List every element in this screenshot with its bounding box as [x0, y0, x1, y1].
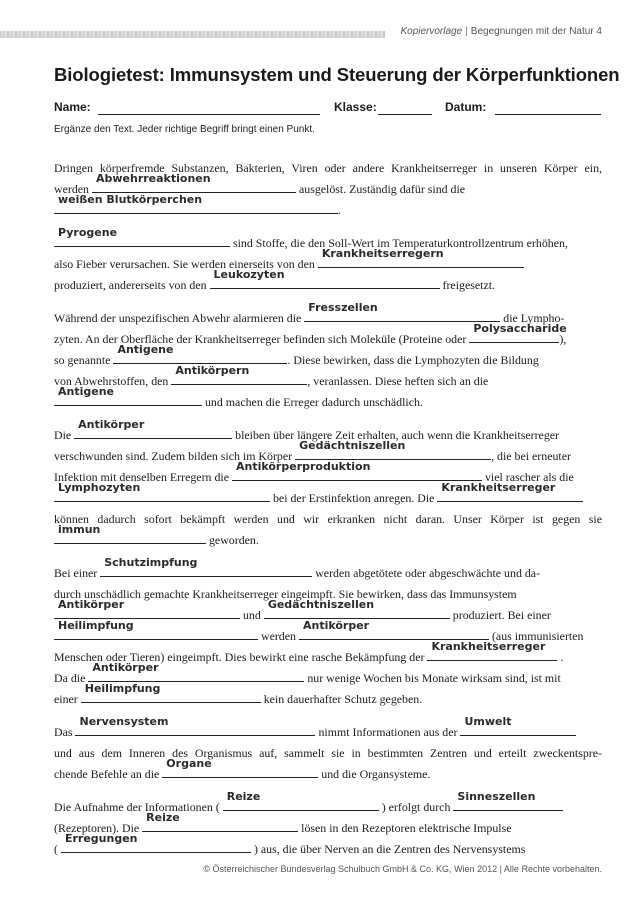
- answer-text: Fresszellen: [308, 301, 378, 314]
- answer-text: Krankheitserregern: [321, 247, 444, 260]
- text-segment: Dringen körperfremde Substanzen, Bakterien, Viren oder andere Krankheitserreger in unseren Körper ein,: [54, 161, 602, 175]
- text-segment: zyten. An der Oberfläche der Krankheitserreger befinden sich Moleküle (Proteine oder: [54, 332, 467, 346]
- text-line: [54, 268, 602, 296]
- text-segment: geworden.: [208, 533, 259, 547]
- text-segment: (aus immunisierten: [491, 629, 584, 643]
- answer-text: immun: [58, 523, 101, 536]
- text-segment: Die: [54, 428, 72, 442]
- answer-text: Schutzimpfung: [104, 556, 198, 569]
- text-segment: so genannte: [54, 353, 111, 367]
- text-segment: Menschen oder Tieren) eingeimpft. Dies bewirkt eine rasche Bekämpfung der: [54, 650, 425, 664]
- answer-text: Sinneszellen: [457, 790, 536, 803]
- text-segment: viel rascher als die: [484, 470, 574, 484]
- answer-blank[interactable]: [318, 247, 524, 268]
- text-line: [54, 790, 602, 818]
- answer-blank[interactable]: [437, 481, 583, 502]
- text-line: [54, 757, 602, 785]
- answer-blank[interactable]: [427, 640, 557, 661]
- answer-blank[interactable]: [54, 193, 338, 214]
- text-segment: (: [54, 842, 58, 856]
- page-header: [400, 26, 602, 37]
- text-segment: ) erfolgt durch: [381, 800, 451, 814]
- answer-text: Antigene: [117, 343, 174, 356]
- page-title: Biologietest: Immunsystem und Steuerung der Körperfunktionen: [54, 64, 620, 85]
- text-line: [54, 385, 602, 413]
- answer-text: Antikörperproduktion: [235, 460, 371, 473]
- header-kopiervorlage: Kopiervorlage: [400, 26, 463, 37]
- text-segment: Bei einer: [54, 566, 98, 580]
- answer-blank[interactable]: [171, 364, 307, 385]
- text-line: [54, 556, 602, 584]
- text-segment: ausgelöst. Zuständig dafür sind die: [298, 182, 466, 196]
- answer-text: Heilimpfung: [84, 682, 161, 695]
- datum-label: Datum:: [445, 100, 487, 114]
- answer-text: Pyrogene: [58, 226, 118, 239]
- answer-text: Antikörper: [58, 598, 125, 611]
- text-segment: verschwunden sind. Zudem bilden sich im Körper: [54, 449, 293, 463]
- text-line: [54, 364, 602, 392]
- answer-blank[interactable]: [54, 523, 206, 544]
- answer-text: Gedächtniszellen: [299, 439, 406, 452]
- text-segment: nur wenige Wochen bis Monate wirksam sind, ist mit: [307, 671, 561, 685]
- answer-text: Krankheitserreger: [441, 481, 556, 494]
- answer-blank[interactable]: [295, 439, 491, 460]
- text-line: [54, 509, 602, 530]
- text-line: [54, 343, 602, 371]
- answer-text: Antigene: [58, 385, 114, 398]
- text-segment: können dadurch sofort bekämpft werden und wir erkranken nicht daran. Unser Körper ist gegen sie: [54, 512, 602, 526]
- text-segment: einer: [54, 692, 78, 706]
- text-segment: lösen in den Rezeptoren elektrische Impulse: [301, 821, 512, 835]
- text-segment: produziert. Bei einer: [452, 608, 551, 622]
- answer-blank[interactable]: [54, 598, 240, 619]
- answer-text: Organe: [166, 757, 212, 770]
- answer-blank[interactable]: [210, 268, 440, 289]
- klasse-field-line[interactable]: [378, 114, 432, 115]
- answer-blank[interactable]: [61, 832, 251, 853]
- text-segment: und: [242, 608, 261, 622]
- answer-text: Umwelt: [464, 715, 512, 728]
- answer-text: Nervensystem: [79, 715, 169, 728]
- cloze-text: [54, 158, 602, 860]
- text-line: [54, 247, 602, 275]
- answer-text: Antikörper: [92, 661, 159, 674]
- answer-blank[interactable]: [113, 343, 287, 364]
- text-segment: werden: [54, 182, 89, 196]
- answer-blank[interactable]: [232, 460, 482, 481]
- text-segment: durch unschädlich gemachte Krankheitserreger eingeimpft. Sie bewirken, dass das Immunsystem: [54, 587, 517, 601]
- text-segment: produziert, andererseits von den: [54, 278, 207, 292]
- text-line: [54, 743, 602, 764]
- answer-blank[interactable]: [142, 811, 298, 832]
- text-segment: Die Aufnahme der Informationen (: [54, 800, 220, 814]
- answer-text: weißen Blutkörperchen: [58, 193, 203, 206]
- answer-text: Reize: [146, 811, 180, 824]
- answer-text: Polysaccharide: [473, 322, 567, 335]
- answer-text: Gedächtniszellen: [267, 598, 375, 611]
- answer-text: Heilimpfung: [58, 619, 134, 632]
- text-segment: sind Stoffe, die den Soll-Wert im Temperaturkontrollzentrum erhöhen,: [232, 236, 568, 250]
- text-line: [54, 682, 602, 710]
- answer-text: Antikörper: [302, 619, 370, 632]
- answer-text: Abwehrreaktionen: [95, 172, 211, 185]
- answer-blank[interactable]: [304, 301, 500, 322]
- answer-blank[interactable]: [460, 715, 576, 736]
- answer-text: Antikörper: [78, 418, 145, 431]
- answer-blank[interactable]: [453, 790, 563, 811]
- text-line: [54, 193, 602, 221]
- answer-text: Lymphozyten: [58, 481, 141, 494]
- text-line: [54, 715, 602, 743]
- text-segment: und aus dem Inneren des Organismus auf, sammelt sie in bestimmten Zentren und erteilt zweckentspre-: [54, 746, 602, 760]
- text-segment: .: [560, 650, 564, 664]
- text-segment: werden abgetötete oder abgeschwächte und da-: [315, 566, 541, 580]
- answer-blank[interactable]: [100, 556, 312, 577]
- text-segment: Das: [54, 725, 73, 739]
- answer-blank[interactable]: [469, 322, 567, 343]
- answer-blank[interactable]: [81, 682, 261, 703]
- text-segment: ),: [559, 332, 567, 346]
- text-segment: und die Organsysteme.: [321, 767, 431, 781]
- answer-blank[interactable]: [54, 619, 258, 640]
- text-segment: .: [338, 203, 341, 217]
- text-segment: die Lympho-: [503, 311, 565, 325]
- header-separator: |: [465, 26, 468, 37]
- answer-blank[interactable]: [54, 385, 202, 406]
- answer-text: Antikörpern: [175, 364, 250, 377]
- answer-text: Leukozyten: [213, 268, 285, 281]
- answer-blank[interactable]: [74, 418, 232, 439]
- text-segment: und machen die Erreger dadurch unschädlich.: [204, 395, 423, 409]
- answer-text: Krankheitserreger: [431, 640, 546, 653]
- text-segment: Infektion mit denselben Erregern die: [54, 470, 229, 484]
- header-series: Begegnungen mit der Natur 4: [470, 26, 602, 37]
- datum-field-line[interactable]: [495, 114, 601, 115]
- instruction-text: Ergänze den Text. Jeder richtige Begriff bringt einen Punkt.: [54, 124, 315, 135]
- text-segment: Während der unspezifischen Abwehr alarmieren die: [54, 311, 302, 325]
- text-line: [54, 481, 602, 509]
- text-segment: nimmt Informationen aus der: [318, 725, 458, 739]
- text-segment: . Diese bewirken, dass die Lymphozyten die Bildung: [287, 353, 539, 367]
- name-label: Name:: [54, 100, 91, 114]
- text-segment: , veranlassen. Diese heften sich an die: [307, 374, 489, 388]
- text-line: [54, 523, 602, 551]
- answer-blank[interactable]: [299, 619, 489, 640]
- text-segment: ) aus, die über Nerven an die Zentren des Nervensystems: [253, 842, 526, 856]
- answer-blank[interactable]: [223, 790, 379, 811]
- text-segment: freigesetzt.: [442, 278, 496, 292]
- text-segment: werden: [260, 629, 296, 643]
- text-segment: chende Befehle an die: [54, 767, 160, 781]
- answer-blank[interactable]: [75, 715, 315, 736]
- text-segment: also Fieber verursachen. Sie werden einerseits von den: [54, 257, 315, 271]
- text-segment: (Rezeptoren). Die: [54, 821, 140, 835]
- answer-blank[interactable]: [162, 757, 318, 778]
- text-segment: kein dauerhafter Schutz gegeben.: [263, 692, 423, 706]
- answer-text: Reize: [226, 790, 261, 803]
- answer-blank[interactable]: [88, 661, 304, 682]
- copyright-footer: © Österreichischer Bundesverlag Schulbuch GmbH & Co. KG, Wien 2012 | Alle Rechte vorbehalten.: [203, 864, 602, 874]
- name-field-line[interactable]: [98, 114, 320, 115]
- text-segment: bleiben über längere Zeit erhalten, auch wenn die Krankheitserreger: [235, 428, 560, 442]
- text-segment: , die bei erneuter: [491, 449, 571, 463]
- answer-blank[interactable]: [92, 172, 296, 193]
- answer-blank[interactable]: [54, 226, 230, 247]
- text-segment: Da die: [54, 671, 86, 685]
- klasse-label: Klasse:: [334, 100, 377, 114]
- text-segment: bei der Erstinfektion anregen. Die: [272, 491, 435, 505]
- answer-text: Erregungen: [64, 832, 138, 845]
- text-segment: von Abwehrstoffen, den: [54, 374, 169, 388]
- text-line: [54, 832, 602, 860]
- header-decor-band: [0, 31, 385, 38]
- answer-blank[interactable]: [264, 598, 450, 619]
- answer-blank[interactable]: [54, 481, 270, 502]
